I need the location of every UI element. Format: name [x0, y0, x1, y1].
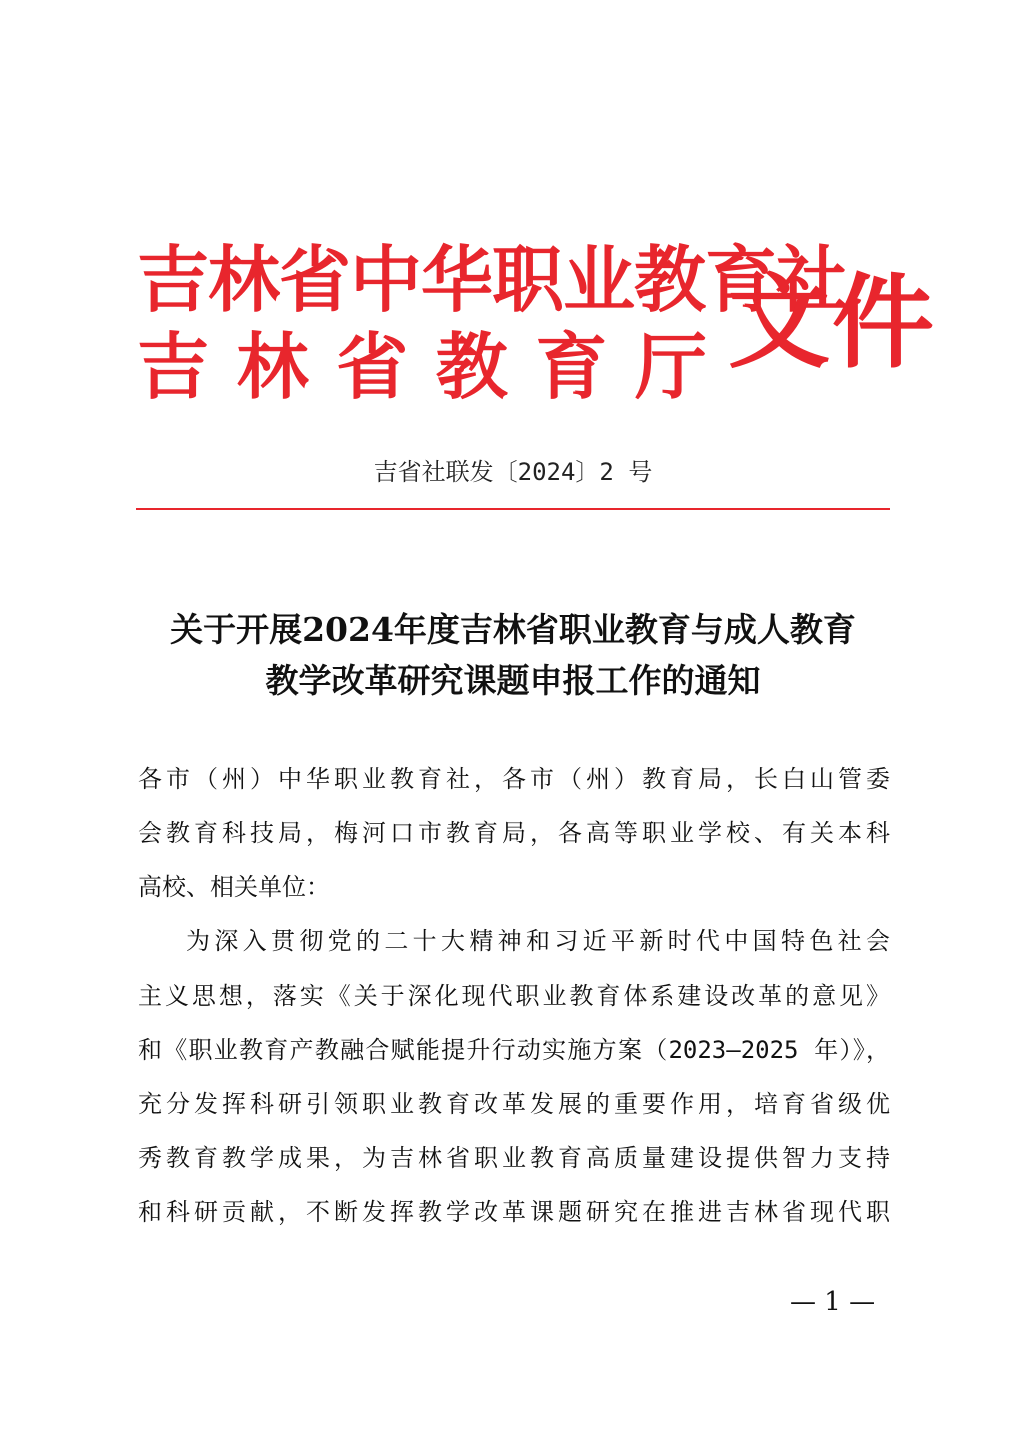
document-title-line-2: 教学改革研究课题申报工作的通知	[265, 661, 761, 700]
issuer-line-1: 吉林省中华职业教育社	[137, 237, 848, 322]
issuer-line-2-char: 吉	[137, 324, 210, 409]
paragraph-line: 为深入贯彻党的二十大精神和习近平新时代中国特色社会	[186, 927, 890, 955]
issuer-line-2	[137, 322, 707, 412]
issuer-line-2-char: 育	[535, 324, 608, 409]
issuer-line-2-char: 教	[435, 324, 508, 409]
salutation-line: 高校、相关单位：	[138, 873, 330, 901]
salutation-line: 各市（州）中华职业教育社，各市（州）教育局，长白山管委	[138, 765, 890, 793]
document-type-label: 文件	[728, 263, 936, 383]
paragraph-line: 主义思想，落实《关于深化现代职业教育体系建设改革的意见》	[138, 982, 890, 1010]
paragraph-line: 秀教育教学成果，为吉林省职业教育高质量建设提供智力支持	[138, 1144, 890, 1172]
red-divider	[136, 508, 890, 510]
paragraph-line: 充分发挥科研引领职业教育改革发展的重要作用，培育省级优	[138, 1090, 890, 1118]
page-number: — 1 —	[790, 1287, 876, 1317]
issuer-line-2-char: 林	[236, 324, 309, 409]
issuer-line-2-char: 厅	[634, 324, 707, 409]
paragraph-line: 和《职业教育产教融合赋能提升行动实施方案（2023—2025 年）》，	[138, 1036, 890, 1064]
paragraph-line: 和科研贡献，不断发挥教学改革课题研究在推进吉林省现代职	[138, 1198, 890, 1226]
document-title-line-1: 关于开展2024年度吉林省职业教育与成人教育	[170, 610, 856, 649]
document-number: 吉省社联发〔2024〕2 号	[373, 458, 653, 486]
issuer-line-2-char: 省	[336, 324, 409, 409]
salutation-line: 会教育科技局，梅河口市教育局，各高等职业学校、有关本科	[138, 819, 890, 847]
